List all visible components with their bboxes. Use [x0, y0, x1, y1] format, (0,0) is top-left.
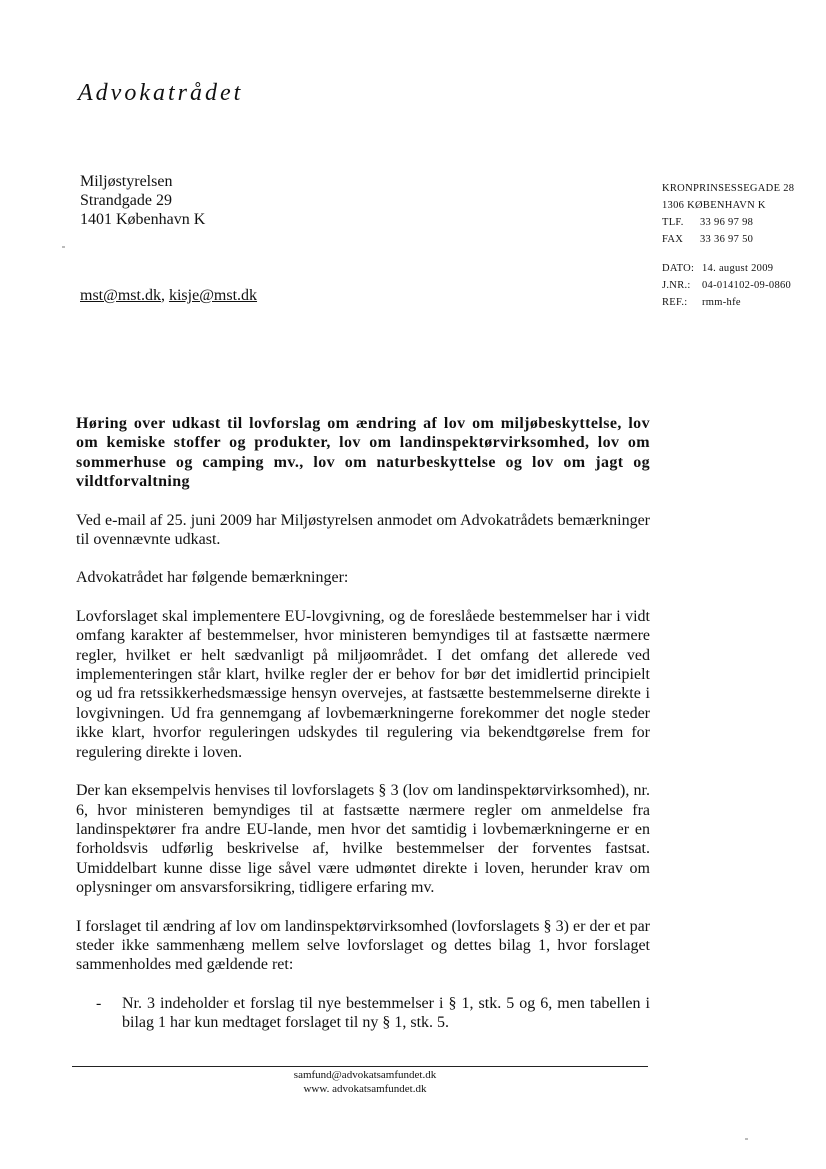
- scan-speck: [745, 1138, 748, 1140]
- recipient-address: [80, 172, 205, 229]
- list-item-text: Nr. 3 indeholder et forslag til nye bestemmelser i § 1, stk. 5 og 6, men tabellen i bilag 1 har kun medtaget forslaget til ny § 1, stk. 5.: [122, 994, 650, 1032]
- journal-label: J.NR.:: [662, 280, 691, 291]
- bullet-dash: -: [96, 994, 102, 1012]
- journal-row: [662, 277, 794, 294]
- footer: [200, 1068, 530, 1096]
- recipient-emails: [80, 287, 257, 305]
- fax-value: 33 36 97 50: [700, 234, 754, 245]
- list-item: [76, 994, 650, 1033]
- fax-label: FAX: [662, 234, 684, 245]
- paragraph-general: Lovforslaget skal implementere EU-lovgivning, og de foreslåede bestemmelser har i vidt omfang karakter af bestemmelser, hvor ministeren bemyndiges til at fastsætte nærmere regler, hvilket er helt sædvanligt på miljøområdet. I det omfang det allerede ved implementeringen står klart, hvilke regler der er behov for bør det imidlertid principielt og ud fra retssikkerhedsmæssige hensyn overvejes, at fastsætte bestemmelserne direkte i lovgivningen. Ud fra gennemgang af lovbemærkningerne forekommer det nogle steder ikke klart, hvorfor reguleringen udskydes til regulering via bekendtgørelse frem for regulering direkte i loven.: [76, 607, 650, 761]
- reference-row: [662, 294, 794, 311]
- sender-phone: [662, 214, 794, 231]
- reference-label: REF.:: [662, 297, 688, 308]
- date-label: DATO:: [662, 263, 695, 274]
- sender-info-block: [662, 180, 794, 311]
- sender-street: KRONPRINSESSEGADE 28: [662, 183, 795, 194]
- recipient-name: Miljøstyrelsen: [80, 173, 173, 190]
- phone-label: TLF.: [662, 217, 684, 228]
- sender-fax: [662, 231, 794, 248]
- paragraph-example: Der kan eksempelvis henvises til lovforslagets § 3 (lov om landinspektørvirksomhed), nr. 6, hvor ministeren bemyndiges til at fastsætte nærmere regler om anmeldelse fra landinspektører fra andre EU-lande, men hvor det samtidig i lovbemærkningerne er en forholdsvis udførlig beskrivelse af, hvilke bestemmelser der forventes fastsat. Umiddelbart kunne disse lige såvel være udmøntet direkte i loven, herunder krav om oplysninger om ansvarsforsikring, tidligere erfaring mv.: [76, 782, 650, 897]
- footer-divider: [72, 1066, 648, 1067]
- recipient-street: Strandgade 29: [80, 192, 172, 209]
- paragraph-inconsistency: I forslaget til ændring af lov om landinspektørvirksomhed (lovforslagets § 3) er der et par steder ikke sammenhæng mellem selve lovforslaget og dettes bilag 1, hvor forslaget sammenholdes med gældende ret:: [76, 917, 650, 974]
- scan-speck: [62, 246, 65, 248]
- recipient-city: 1401 København K: [80, 211, 206, 228]
- email-link-kisje[interactable]: kisje@mst.dk: [168, 287, 258, 304]
- email-link-mst[interactable]: mst@mst.dk: [80, 287, 161, 304]
- reference-value: rmm-hfe: [702, 297, 741, 308]
- date-row: [662, 260, 794, 277]
- letter-body: [76, 414, 650, 1033]
- journal-value: 04-014102-09-0860: [702, 280, 792, 291]
- footer-email[interactable]: samfund@advokatsamfundet.dk: [293, 1069, 437, 1081]
- paragraph-intro: Ved e-mail af 25. juni 2009 har Miljøstyrelsen anmodet om Advokatrådets bemærkninger til ovennævnte udkast.: [76, 511, 650, 549]
- sender-city: 1306 KØBENHAVN K: [662, 200, 766, 211]
- phone-value: 33 96 97 98: [700, 217, 754, 228]
- spacer: [662, 248, 794, 260]
- paragraph-remarks-intro: Advokatrådet har følgende bemærkninger:: [76, 569, 349, 587]
- footer-website[interactable]: www. advokatsamfundet.dk: [303, 1083, 427, 1095]
- date-value: 14. august 2009: [702, 263, 774, 274]
- letterhead-logo: Advokatrådet: [78, 80, 244, 106]
- remarks-list: [76, 994, 650, 1033]
- email-separator: ,: [160, 287, 169, 304]
- letter-subject: Høring over udkast til lovforslag om ændring af lov om miljøbeskyttelse, lov om kemiske stoffer og produkter, lov om landinspektørvirksomhed, lov om sommerhuse og camping mv., lov om naturbeskyttelse og lov om jagt og vildtforvaltning: [76, 415, 650, 491]
